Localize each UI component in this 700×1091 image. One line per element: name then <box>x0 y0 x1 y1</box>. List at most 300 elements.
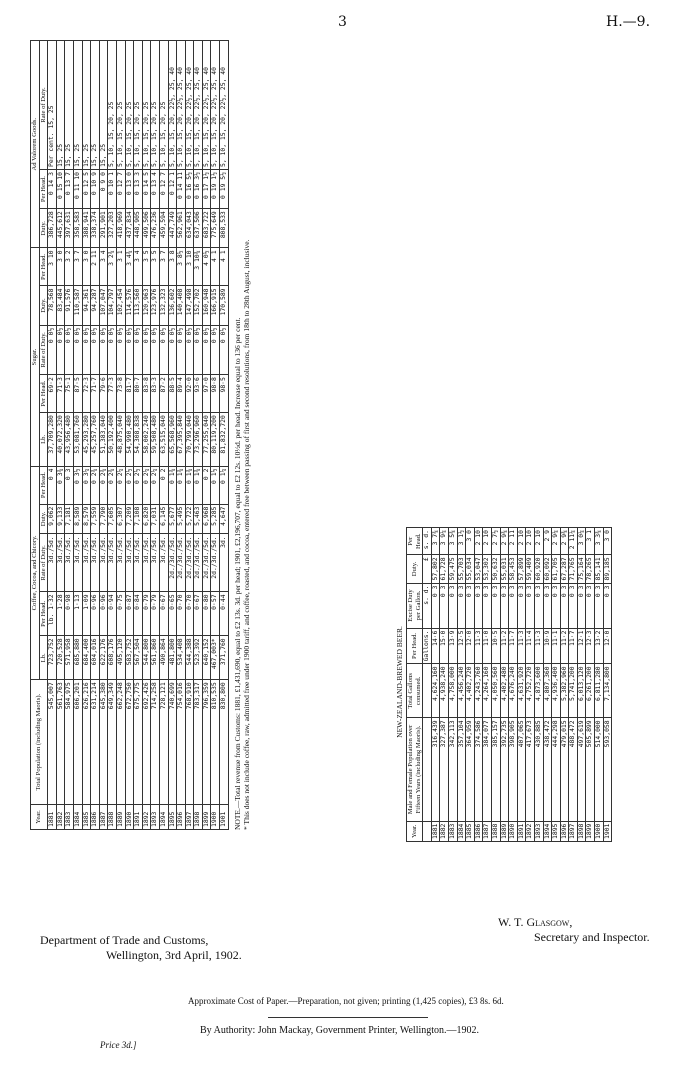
signatory: W. T. Glasgow, <box>498 915 573 929</box>
beer-cell: 2 10 <box>483 528 492 555</box>
table-cell: 544,800 <box>142 636 151 680</box>
table-cell: 0 1¾ <box>168 466 177 504</box>
table-cell: 467,003* <box>211 636 220 680</box>
col-sugar-lb: Lb. <box>39 413 48 466</box>
table-cell: 0 19 1½ <box>211 170 220 209</box>
table-cell: 728,121 <box>159 680 168 805</box>
table-cell: 7,108 <box>134 504 143 534</box>
table-cell: 3d./5d. <box>151 534 160 592</box>
table-cell: 75·1 <box>65 375 74 413</box>
beer-cell: 392,735 <box>500 718 509 821</box>
beer-cell: 1896 <box>560 821 569 841</box>
table-cell: 58,002,240 <box>142 413 151 466</box>
table-cell: 1895 <box>168 804 177 829</box>
table-cell: 70,799,040 <box>185 413 194 466</box>
beer-cell: 11·4 <box>526 628 535 664</box>
table-cell: 63,515,040 <box>159 413 168 466</box>
table-cell: 692,426 <box>142 680 151 805</box>
beer-cell: 3 5¾ <box>448 528 457 555</box>
table-cell: 88·5 <box>168 375 177 413</box>
table-cell: 94,361 <box>82 286 91 325</box>
table-cell: 3d./5d. <box>142 534 151 592</box>
beer-cell: 1892 <box>526 821 535 841</box>
beer-cell: 4,676,240 <box>509 664 518 718</box>
table-cell: 0 2 <box>202 466 211 504</box>
table-cell: 1896 <box>177 804 186 829</box>
table-cell: 110,587 <box>73 286 82 325</box>
table-cell: 2d./3d./5d. <box>168 534 177 592</box>
table-cell: 6,307 <box>116 504 125 534</box>
table-cell: 6,968 <box>202 504 211 534</box>
beer-cell: 2 11 <box>509 528 518 555</box>
table-cell: 683,722 <box>202 209 211 248</box>
table-cell: 0 17 1½ <box>202 170 211 209</box>
beer-block <box>395 522 612 842</box>
table-cell: Per cent. 15, 25 <box>48 41 57 170</box>
table-cell: 8,589 <box>73 504 82 534</box>
table-cell: 4 1 <box>220 248 229 286</box>
table-cell: 87·5 <box>73 375 82 413</box>
table-cell: 0 0½ <box>211 325 220 374</box>
col-coffee-lb: Lb. <box>39 636 48 680</box>
table-cell: 0 13 0 <box>125 170 134 209</box>
table-cell: 79·6 <box>99 375 108 413</box>
table-cell: 0 0½ <box>125 325 134 374</box>
beer-unit: Gallons. <box>423 628 432 664</box>
table-cell: 523,392 <box>194 636 203 680</box>
table-cell: 9,133 <box>56 504 65 534</box>
table-cell: 0·44 <box>220 592 229 636</box>
table-cell: 447,749 <box>168 209 177 248</box>
table-cell: 9,062 <box>48 504 57 534</box>
beer-cell: 11·7 <box>569 628 578 664</box>
beer-cell: 1900 <box>595 821 604 841</box>
table-cell: 0 3 <box>65 466 74 504</box>
beer-cell: 11·2 <box>560 628 569 664</box>
table-cell: 0 0½ <box>48 325 57 374</box>
table-cell: 0·79 <box>142 592 151 636</box>
table-cell: 5, 10, 15, 20, 25 <box>142 41 151 170</box>
table-cell: 0 1½ <box>211 466 220 504</box>
beer-cell: 1901 <box>603 821 612 841</box>
col-sugar-duty-head: Per Head. <box>39 248 48 286</box>
table-cell: 0 13 3 <box>134 170 143 209</box>
beer-cell: 0 3 <box>526 583 535 628</box>
beer-cell: 0 3 <box>440 583 449 628</box>
beer-cell: 11·2 <box>500 628 509 664</box>
table-cell: 3d./5d. <box>48 534 57 592</box>
table-cell: 3 4¾ <box>125 248 134 286</box>
beer-col-header: Male and Female Population over Fifteen Years (including Maoris). <box>407 718 423 821</box>
authority-line: By Authority: John Mackay, Government Printer, Wellington.—1902. <box>200 1025 480 1036</box>
beer-cell: 0 3 <box>543 583 552 628</box>
table-cell: 685,880 <box>73 636 82 680</box>
table-cell: 81·7 <box>125 375 134 413</box>
beer-cell: 58,453 <box>509 555 518 583</box>
table-cell: 1886 <box>91 804 100 829</box>
table-cell: 622,176 <box>99 636 108 680</box>
beer-cell: 55,034 <box>466 555 475 583</box>
table-cell: 754,016 <box>177 680 186 805</box>
table-cell: 1881 <box>48 804 57 829</box>
table-cell: 97·0 <box>202 375 211 413</box>
table-row <box>73 41 82 830</box>
table-cell: 3 8½ <box>177 248 186 286</box>
table-cell: 3 7 <box>73 248 82 286</box>
table-cell: 0 2¼ <box>116 466 125 504</box>
beer-cell: 2 11¼ <box>569 528 578 555</box>
beer-cell: 53,302 <box>483 555 492 583</box>
beer-cell: 78,265 <box>586 555 595 583</box>
table-cell: 2 11 <box>91 248 100 286</box>
table-cell: 445,612 <box>56 209 65 248</box>
beer-cell: 398,905 <box>509 718 518 821</box>
table-cell: 147,498 <box>185 286 194 325</box>
beer-cell: 514,000 <box>595 718 604 821</box>
table-cell: 3 0 <box>82 248 91 286</box>
table-cell: 0 3¼ <box>82 466 91 504</box>
beer-row <box>595 528 604 842</box>
table-cell: 0 14 3 <box>48 170 57 209</box>
table-cell: 0 0½ <box>65 325 74 374</box>
main-table <box>30 40 229 830</box>
table-cell: 448,905 <box>134 209 143 248</box>
table-cell: 0 3¾ <box>56 466 65 504</box>
beer-unit <box>423 718 432 821</box>
table-cell: 3d./5d. <box>125 534 134 592</box>
beer-cell: 53,047 <box>474 555 483 583</box>
col-sugar-rate: Rate of Duty. <box>39 325 48 374</box>
table-cell: 3d./5d. <box>99 534 108 592</box>
table-cell: 649,349 <box>108 680 117 805</box>
beer-cell: 2 10 <box>534 528 543 555</box>
table-cell: 567,504 <box>134 636 143 680</box>
col-coffee-duty-head: Per Head. <box>39 466 48 504</box>
table-cell: 1900 <box>211 804 220 829</box>
beer-cell: 50,632 <box>491 555 500 583</box>
table-cell: 2d./3d./5d. <box>202 534 211 592</box>
table-cell: 775,649 <box>211 209 220 248</box>
beer-cell: 75,164 <box>577 555 586 583</box>
table-cell: 3 10¾ <box>194 248 203 286</box>
table-cell: 3d./5d. <box>82 534 91 592</box>
beer-cell: 11·0 <box>483 628 492 664</box>
table-cell: 5, 10, 15, 20, 22½, 25, 40 <box>185 41 194 170</box>
table-cell: 783,317 <box>194 680 203 805</box>
table-cell: 7,209 <box>125 504 134 534</box>
beer-row <box>552 528 561 842</box>
table-cell: 2d./3d./5d. <box>194 534 203 592</box>
table-cell: 3d./5d. <box>159 534 168 592</box>
table-cell: 5, 10, 15, 20, 22½, 25, 40 <box>211 41 220 170</box>
table-cell: 45,257,760 <box>91 413 100 466</box>
table-cell: 418,969 <box>116 209 125 248</box>
table-cell: 476,236 <box>151 209 160 248</box>
table-cell: 0 2¼ <box>151 466 160 504</box>
table-cell: 5, 10, 15, 20, 22½, 25, 40 <box>168 41 177 170</box>
table-cell: 3 0 <box>56 248 65 286</box>
table-cell: 637,506 <box>194 209 203 248</box>
table-cell: 5,285 <box>211 504 220 534</box>
table-cell: 102,454 <box>116 286 125 325</box>
table-cell: 561,860 <box>151 636 160 680</box>
table-cell: 0 0½ <box>159 325 168 374</box>
table-cell: 495,120 <box>116 636 125 680</box>
table-cell: 3d./5d. <box>108 534 117 592</box>
table-cell: 740,699 <box>168 680 177 805</box>
table-cell: 0 0½ <box>194 325 203 374</box>
beer-cell: 4,936,400 <box>552 664 561 718</box>
table-cell: 6,820 <box>142 504 151 534</box>
table-cell: 684,400 <box>82 636 91 680</box>
table-cell: 0·70 <box>177 592 186 636</box>
table-cell: 7,031 <box>151 504 160 534</box>
table-cell: 5, 10, 15, 20, 22½, 25, 40 <box>202 41 211 170</box>
divider <box>268 1017 428 1018</box>
beer-cell: 3 0¼ <box>577 528 586 555</box>
table-cell: 170,589 <box>220 286 229 325</box>
beer-cell: 0 3 <box>431 583 440 628</box>
col-year: Year. <box>31 804 48 829</box>
col-sugar-per-head: Per Head. <box>39 375 48 413</box>
beer-cell: 593,058 <box>603 718 612 821</box>
table-cell: 3 7 <box>159 248 168 286</box>
beer-cell: 11·3 <box>517 628 526 664</box>
table-cell: 3 10 <box>185 248 194 286</box>
beer-cell: 59,475 <box>448 555 457 583</box>
beer-cell: 61,705 <box>552 555 561 583</box>
beer-cell: 71,765 <box>569 555 578 583</box>
beer-cell: 4,938,240 <box>440 664 449 718</box>
beer-col-header: Total Gallons consumed. <box>407 664 423 718</box>
table-row <box>220 41 229 830</box>
beer-cell: 14·6 <box>431 628 440 664</box>
beer-cell: 0 3 <box>474 583 483 628</box>
page-ref: H.—9. <box>606 14 651 30</box>
table-cell: 810,535 <box>211 680 220 805</box>
table-cell: 562,961 <box>177 209 186 248</box>
table-cell: 1894 <box>159 804 168 829</box>
beer-row <box>448 528 457 842</box>
beer-cell: 6,013,120 <box>577 664 586 718</box>
table-cell: 0 2¾ <box>99 466 108 504</box>
table-cell: 0·96 <box>91 592 100 636</box>
beer-cell: 327,387 <box>440 718 449 821</box>
beer-cell: 3 9¼ <box>440 528 449 555</box>
table-cell: 0·79 <box>151 592 160 636</box>
beer-cell: 7,134,800 <box>603 664 612 718</box>
beer-cell: 0 3 <box>466 583 475 628</box>
beer-row <box>603 528 612 842</box>
beer-table <box>406 527 612 842</box>
table-cell: 1889 <box>116 804 125 829</box>
table-cell: 0 9 0 <box>99 170 108 209</box>
beer-cell: 57,802 <box>431 555 440 583</box>
table-cell: 534,408 <box>177 636 186 680</box>
beer-cell: 12·0 <box>466 628 475 664</box>
table-cell: 1884 <box>73 804 82 829</box>
table-cell: 1897 <box>185 804 194 829</box>
col-coffee-per-head: Per Head. <box>39 592 48 636</box>
beer-cell: 1898 <box>577 821 586 841</box>
beer-cell: 1891 <box>517 821 526 841</box>
table-cell: lb. 1·32 <box>48 592 57 636</box>
table-cell: 7,559 <box>91 504 100 534</box>
table-cell: 338,374 <box>91 209 100 248</box>
table-cell: 0 12 5 <box>82 170 91 209</box>
table-cell: 0·57 <box>211 592 220 636</box>
col-coffee-duty: Duty. <box>39 504 48 534</box>
table-cell: 7,605 <box>108 504 117 534</box>
table-cell: 0 10 1 <box>108 170 117 209</box>
beer-row <box>534 528 543 842</box>
table-cell: 37,709,280 <box>48 413 57 466</box>
table-cell: 3d./5d. <box>65 534 74 592</box>
table-cell: 0 0½ <box>116 325 125 374</box>
table-cell: 5, 10, 15, 20, 22½, 25, 40 <box>194 41 203 170</box>
beer-cell: 6,261,200 <box>586 664 595 718</box>
beer-cell: 4,807,360 <box>543 664 552 718</box>
table-cell: 1883 <box>65 804 74 829</box>
table-cell: 160,948 <box>202 286 211 325</box>
table-cell: 358,583 <box>73 209 82 248</box>
beer-cell: 1889 <box>500 821 509 841</box>
beer-cell: 12·3 <box>586 628 595 664</box>
table-cell: 98·5 <box>220 375 229 413</box>
table-cell: 15, 25 <box>56 41 65 170</box>
beer-col-header: Year. <box>407 821 423 841</box>
table-cell: 0 0½ <box>108 325 117 374</box>
beer-cell: 55,031 <box>500 555 509 583</box>
signatory-title: Secretary and Inspector. <box>534 930 650 944</box>
table-cell: 5, 10, 15, 20, 22½, 25, 40 <box>220 41 229 170</box>
beer-cell: 488,472 <box>569 718 578 821</box>
table-cell: 0 14 5 <box>142 170 151 209</box>
table-cell: 53,081,760 <box>73 413 82 466</box>
table-cell: 723,752 <box>48 636 57 680</box>
beer-cell: 5,382,960 <box>560 664 569 718</box>
table-cell: 4 1 <box>211 248 220 286</box>
beer-cell: 4,264,160 <box>483 664 492 718</box>
table-cell: 15, 25 <box>99 41 108 170</box>
beer-cell: 4,402,480 <box>500 664 509 718</box>
beer-col-header: Excise Duty per Gallon. <box>407 583 423 628</box>
table-cell: 1·28 <box>56 592 65 636</box>
table-cell: 0 3½ <box>73 466 82 504</box>
beer-cell: 11·3 <box>474 628 483 664</box>
table-cell: 327,203 <box>108 209 117 248</box>
beer-cell: 1897 <box>569 821 578 841</box>
table-cell: 437,834 <box>125 209 134 248</box>
table-cell: 5, 10, 15, 20, 22½, 25, 40 <box>177 41 186 170</box>
col-ad-per-head: Per Head. <box>39 170 48 209</box>
table-cell: 54,308,838 <box>134 413 143 466</box>
beer-cell: 4,624,160 <box>431 664 440 718</box>
beer-cell: 4,752,720 <box>526 664 535 718</box>
table-cell: 0·65 <box>168 592 177 636</box>
table-cell: 584,975 <box>65 680 74 805</box>
table-cell: 15, 25 <box>91 41 100 170</box>
table-cell: 397,631 <box>65 209 74 248</box>
table-row <box>91 41 100 830</box>
beer-cell: 12·1 <box>577 628 586 664</box>
beer-cell: 342,113 <box>448 718 457 821</box>
table-cell: 0 0½ <box>168 325 177 374</box>
table-cell: 93·6 <box>194 375 203 413</box>
table-cell: 81,832,720 <box>220 413 229 466</box>
beer-cell: 1895 <box>552 821 561 841</box>
table-cell: 15, 25 <box>73 41 82 170</box>
table-cell: 0 0½ <box>73 325 82 374</box>
table-cell: 0 0½ <box>134 325 143 374</box>
table-cell: 0 0½ <box>151 325 160 374</box>
table-cell: 6,145 <box>159 504 168 534</box>
table-cell: 0 0½ <box>185 325 194 374</box>
beer-row <box>466 528 475 842</box>
table-cell: 0 1¾ <box>194 466 203 504</box>
beer-unit <box>423 664 432 718</box>
table-cell: 4,647 <box>220 504 229 534</box>
beer-cell: 85,141 <box>595 555 604 583</box>
beer-cell: 5,741,200 <box>569 664 578 718</box>
beer-cell: 0 3 <box>534 583 543 628</box>
beer-cell: 0 3 <box>577 583 586 628</box>
table-cell: 69·2 <box>48 375 57 413</box>
table-cell: 561,763 <box>56 680 65 805</box>
beer-cell: 60,920 <box>534 555 543 583</box>
beer-cell: 1894 <box>543 821 552 841</box>
beer-cell: 3 7¾ <box>431 528 440 555</box>
table-cell: 0 0½ <box>177 325 186 374</box>
table-cell: 640,152 <box>202 636 211 680</box>
table-cell: 54,990,480 <box>125 413 134 466</box>
table-cell: 0 2½ <box>125 466 134 504</box>
beer-cell: 0 3 <box>595 583 604 628</box>
beer-cell: 316,439 <box>431 718 440 821</box>
table-cell: 0·70 <box>185 592 194 636</box>
table-cell: 4 0½ <box>202 248 211 286</box>
table-cell: 545,007 <box>48 680 57 805</box>
table-cell: 98·8 <box>211 375 220 413</box>
table-cell: 136,602 <box>168 286 177 325</box>
beer-cell: 1883 <box>448 821 457 841</box>
beer-cell: 13·2 <box>595 628 604 664</box>
beer-cell: 4,243,760 <box>474 664 483 718</box>
table-cell: 73·8 <box>116 375 125 413</box>
main-note-footnote: * This does not include coffee, raw, admitted free under 1900 tariff, and coffee, roasted, and cocoa, entered free between passing of first and second resolutions, from 18th to 28th August, inclusive. <box>241 239 251 830</box>
col-population: Total Population (including Maoris). <box>31 680 48 805</box>
beer-cell: 1884 <box>457 821 466 841</box>
beer-unit: s. d. <box>423 528 432 555</box>
table-cell: 120,963 <box>142 286 151 325</box>
beer-cell: 0 3 <box>552 583 561 628</box>
beer-col-header: Per Head. <box>407 528 423 555</box>
table-cell: 0 2¾ <box>91 466 100 504</box>
beer-cell: 2 7½ <box>491 528 500 555</box>
beer-cell: 444,298 <box>552 718 561 821</box>
table-cell: 3 2 <box>65 248 74 286</box>
table-cell: 662,248 <box>116 680 125 805</box>
beer-cell: 2 9¼ <box>552 528 561 555</box>
table-cell: 0 19 5½ <box>220 170 229 209</box>
table-row <box>116 41 125 830</box>
table-cell: 65,568,960 <box>168 413 177 466</box>
table-cell: 1888 <box>108 804 117 829</box>
table-cell: 0 1¼ <box>220 466 229 504</box>
table-cell: 3 8 <box>168 248 177 286</box>
table-cell: 291,901 <box>99 209 108 248</box>
beer-cell: 479,015 <box>560 718 569 821</box>
